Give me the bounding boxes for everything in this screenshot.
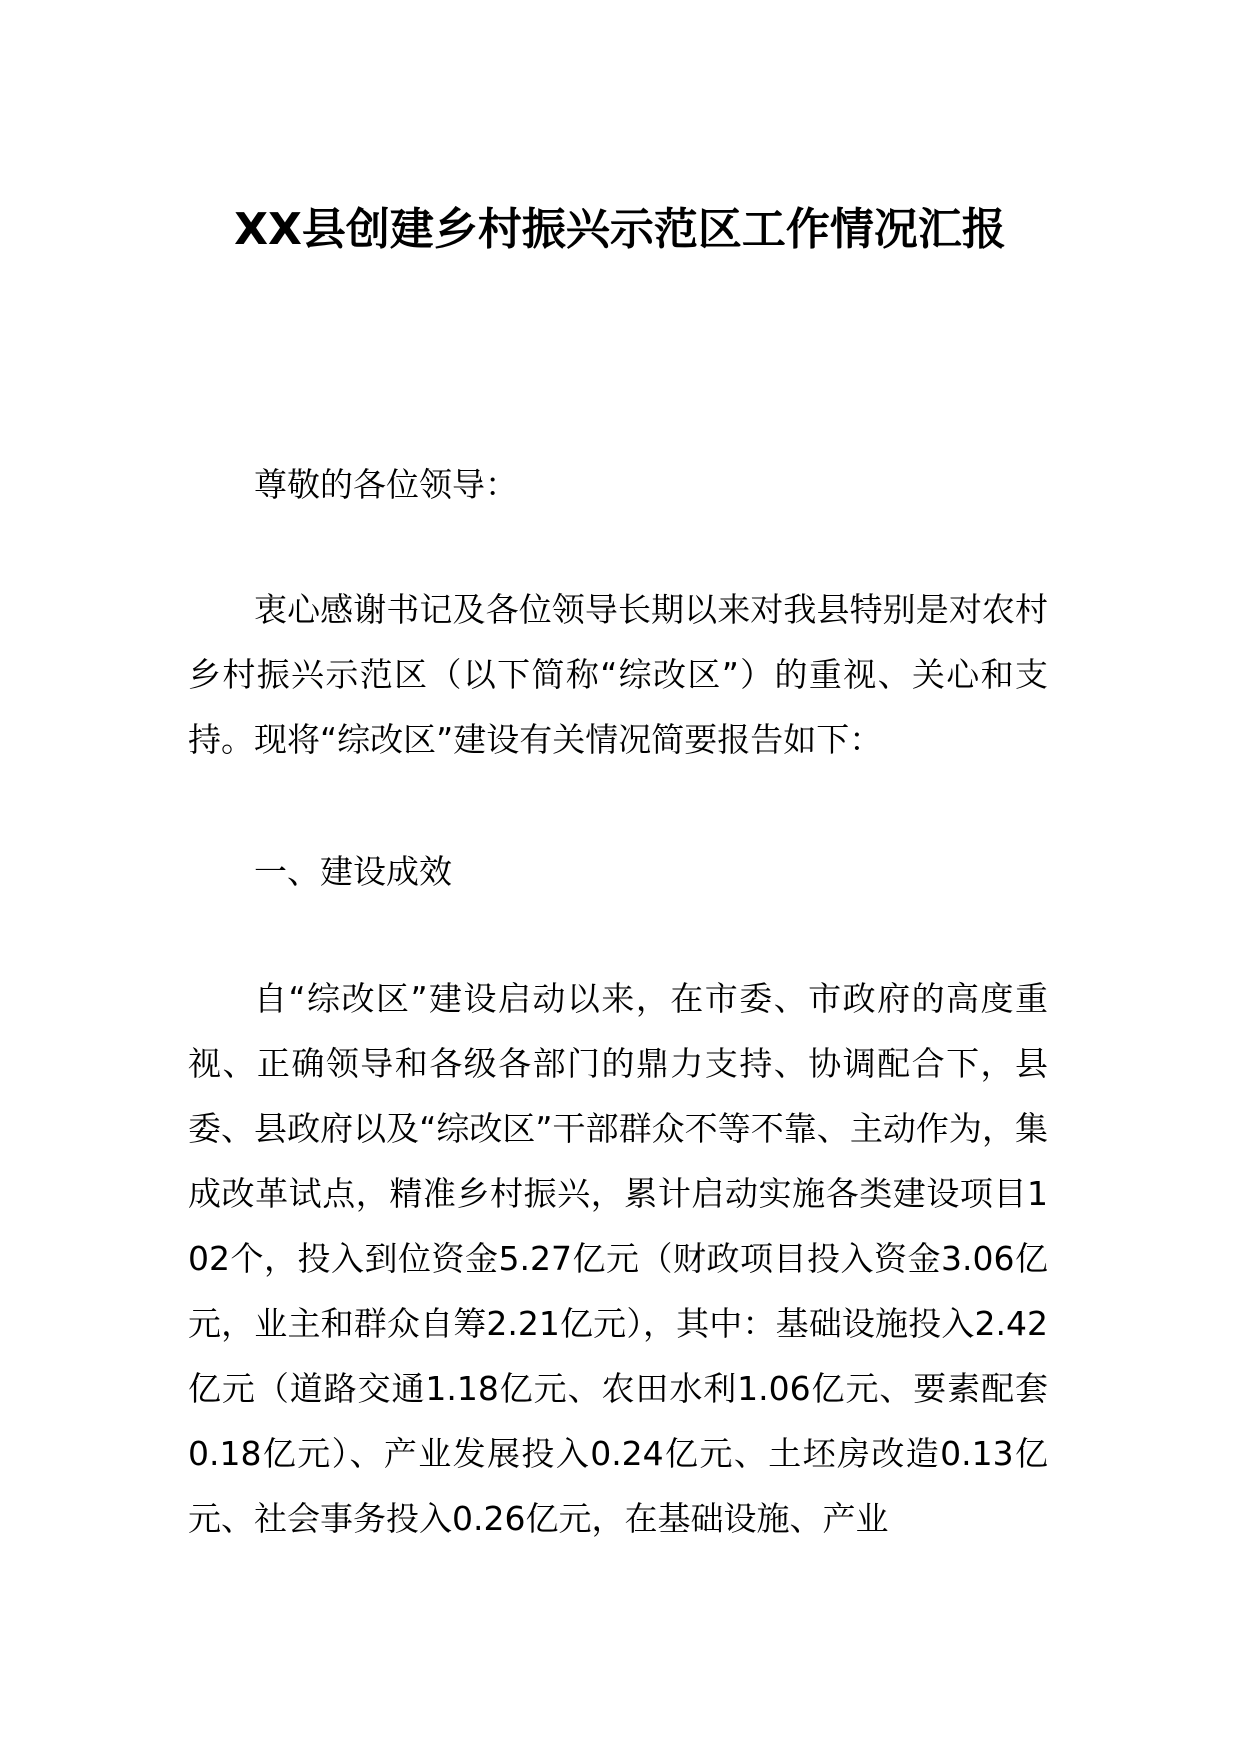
intro-paragraph: 衷心感谢书记及各位领导长期以来对我县特别是对农村乡村振兴示范区（以下简称“综改区”）的重视、关心和支持。现将“综改区”建设有关情况简要报告如下： xyxy=(188,590,1048,759)
results-paragraph: 自“综改区”建设启动以来，在市委、市政府的高度重视、正确领导和各级各部门的鼎力支持、协调配合下，县委、县政府以及“综改区”干部群众不等不靠、主动作为，集成改革试点，精准乡村振兴，累计启动实施各类建设项目102个，投入到位资金5.27亿元（财政项目投入资金3.06亿元，业主和群众自筹2.21亿元），其中：基础设施投入2.42亿元（道路交通1.18亿元、农田水利1.06亿元、要素配套0.18亿元）、产业发展投入0.24亿元、土坯房改造0.13亿元、社会事务投入0.26亿元，在基础设施、产业 xyxy=(188,979,1048,1538)
section-heading: 一、建设成效 xyxy=(254,852,452,891)
salutation: 尊敬的各位领导： xyxy=(254,465,518,504)
document-title: XX县创建乡村振兴示范区工作情况汇报 xyxy=(234,204,1006,255)
